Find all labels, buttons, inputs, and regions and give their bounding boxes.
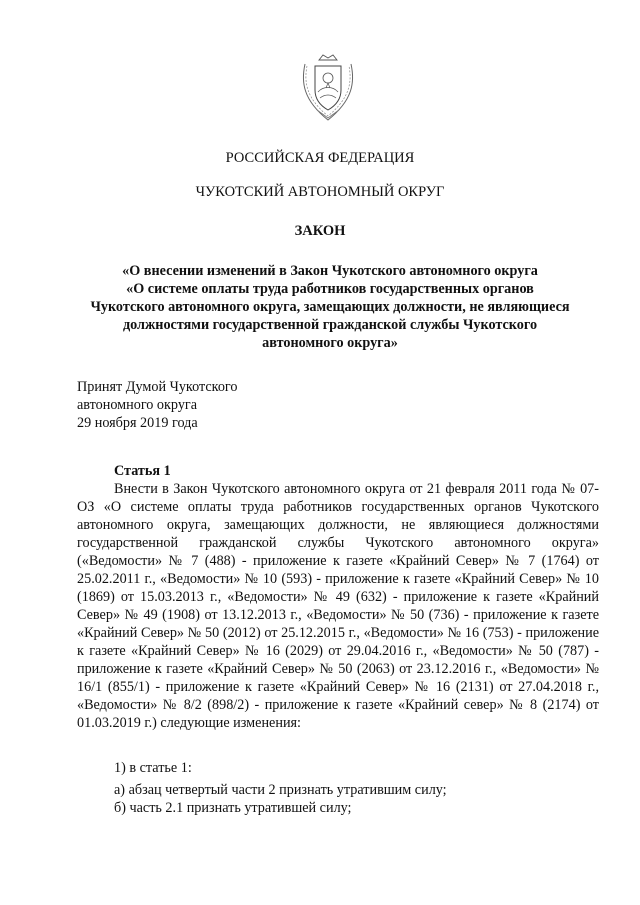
amendment-item: а) абзац четвертый части 2 признать утратившим силу; <box>114 781 447 798</box>
adoption-line: Принят Думой Чукотского <box>77 379 238 395</box>
amendment-list <box>114 759 594 818</box>
adoption-date: 29 ноября 2019 года <box>77 415 198 431</box>
region-heading: ЧУКОТСКИЙ АВТОНОМНЫЙ ОКРУГ <box>195 184 445 200</box>
coat-of-arms-icon <box>295 52 361 124</box>
law-title-line: «О системе оплаты труда работников государственных органов <box>126 281 534 297</box>
adoption-block <box>77 378 337 432</box>
law-title-line: «О внесении изменений в Закон Чукотского автономного округа <box>122 263 538 279</box>
adoption-line: автономного округа <box>77 397 198 413</box>
law-title-line: Чукотского автономного округа, замещающих должности, не являющиеся <box>90 299 570 315</box>
amendment-item: 1) в статье 1: <box>114 760 192 776</box>
amendment-item: б) часть 2.1 признать утратившей силу; <box>114 800 352 816</box>
article-heading: Статья 1 <box>114 463 171 479</box>
document-kind-heading: ЗАКОН <box>294 223 346 239</box>
law-title <box>70 262 590 352</box>
country-heading: РОССИЙСКАЯ ФЕДЕРАЦИЯ <box>225 150 415 166</box>
law-title-line: автономного округа» <box>262 335 398 351</box>
law-title-line: должностями государственной гражданской службы Чукотского <box>122 317 538 333</box>
article-body: Внести в Закон Чукотского автономного округа от 21 февраля 2011 года № 07-ОЗ «О системе оплаты труда работников государственных органов Чукотского автономного округа, замещающих должности, не являющиеся должностями государственной гражданской службы Чукотского автономного округа» («Ведомости» № 7 (488) - приложение к газете «Крайний Север» № 7 (1764) от 25.02.2011 г., «Ведомости» № 10 (593) - приложение к газете «Крайний Север» № 10 (1869) от 15.03.2013 г., «Ведомости» № 49 (632) - приложение к газете «Крайний Север» № 49 (1908) от 13.12.2013 г., «Ведомости» № 50 (736) - приложение к газете «Крайний Север» № 50 (2012) от 25.12.2015 г., «Ведомости» № 16 (753) - приложение к газете «Крайний Север» № 16 (2029) от 29.04.2016 г., «Ведомости» № 50 (787) - приложение к газете «Крайний Север» № 50 (2063) от 23.12.2016 г., «Ведомости» № 16/1 (855/1) - приложение к газете «Крайний Север» № 16 (2131) от 27.04.2018 г., «Ведомости» № 8/2 (898/2) - приложение к газете «Крайний север» № 8 (2174) от 01.03.2019 г.) следующие изменения: <box>77 481 599 731</box>
